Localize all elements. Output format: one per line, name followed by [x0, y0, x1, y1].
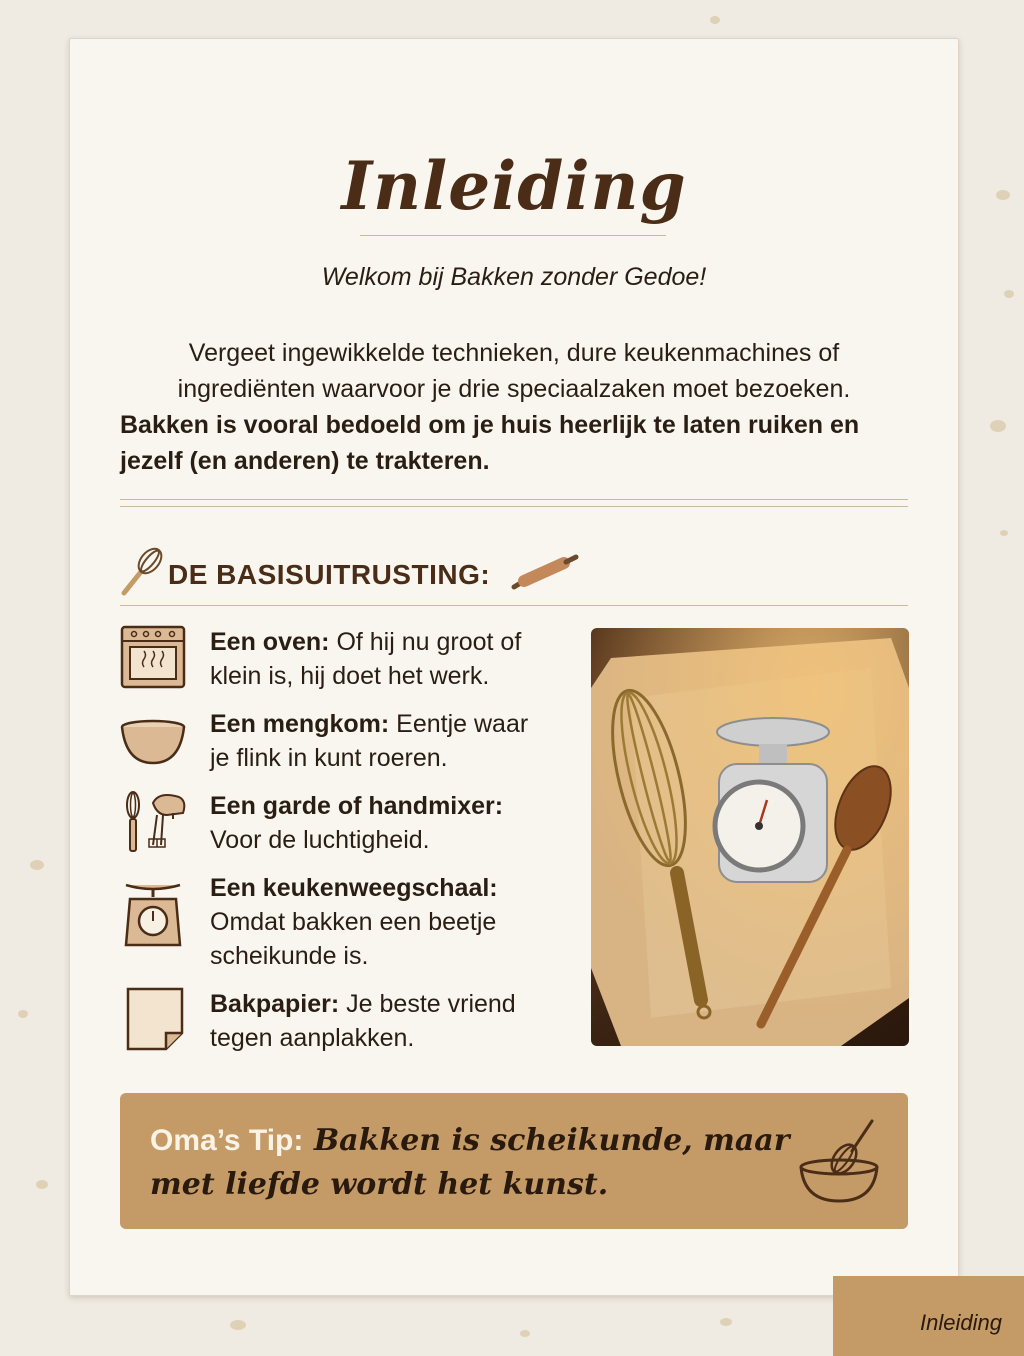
page-title: Inleiding — [341, 147, 687, 225]
list-item — [120, 871, 540, 971]
list-item — [120, 987, 540, 1067]
item-label: Een keukenweegschaal: — [210, 874, 498, 902]
section-divider — [120, 499, 908, 507]
whisk-icon — [120, 547, 164, 597]
list-item — [120, 707, 540, 787]
kitchen-scale-icon — [120, 877, 186, 949]
section-title-rule — [120, 605, 908, 606]
chapter-tab-label: Inleiding — [920, 1310, 1002, 1335]
rolling-pin-icon — [510, 553, 580, 593]
item-description: Je beste vriend tegen aanplakken. — [210, 990, 516, 1052]
tip-quote: Bakken is scheikunde, maar met liefde wordt het kunst. — [150, 1123, 790, 1202]
item-label: Een garde of handmixer: — [210, 792, 504, 820]
bowl-whisk-icon — [794, 1115, 884, 1207]
item-label: Een oven: — [210, 628, 330, 656]
baking-paper-icon — [120, 987, 186, 1053]
page-subtitle: Welkom bij Bakken zonder Gedoe! — [321, 263, 707, 291]
list-item — [120, 789, 540, 869]
intro-paragraph — [120, 335, 908, 479]
item-text — [210, 987, 550, 1055]
item-text — [210, 789, 550, 857]
item-label: Een mengkom: — [210, 710, 390, 738]
baking-tools-illustration — [591, 628, 909, 1046]
chapter-tab[interactable] — [833, 1276, 1024, 1356]
item-text — [210, 707, 550, 775]
oven-icon — [120, 625, 186, 691]
item-description: Voor de luchtigheid. — [210, 826, 430, 854]
intro-text: Vergeet ingewikkelde technieken, dure keukenmachines of ingrediënten waarvoor je drie speciaalzaken moet bezoeken. — [177, 339, 851, 403]
list-item — [120, 625, 540, 705]
item-description: Omdat bakken een beetje scheikunde is. — [210, 908, 497, 970]
item-description: Eentje waar je flink in kunt roeren. — [210, 710, 529, 772]
tip-text — [150, 1119, 790, 1207]
title-divider — [360, 235, 666, 236]
baking-tools-photo — [591, 628, 909, 1046]
section-title: DE BASISUITRUSTING: — [168, 559, 491, 590]
item-description: Of hij nu groot of klein is, hij doet het werk. — [210, 628, 522, 690]
whisk-mixer-icon — [120, 789, 192, 855]
tip-label: Oma’s Tip: — [150, 1124, 304, 1157]
item-text — [210, 625, 550, 693]
item-text — [210, 871, 550, 973]
mixing-bowl-icon — [120, 707, 186, 773]
intro-bold-text: Bakken is vooral bedoeld om je huis heerlijk te laten ruiken en jezelf (en anderen) te trakteren. — [120, 411, 860, 475]
item-label: Bakpapier: — [210, 990, 340, 1018]
page-card — [69, 38, 959, 1296]
tip-box — [120, 1093, 908, 1229]
